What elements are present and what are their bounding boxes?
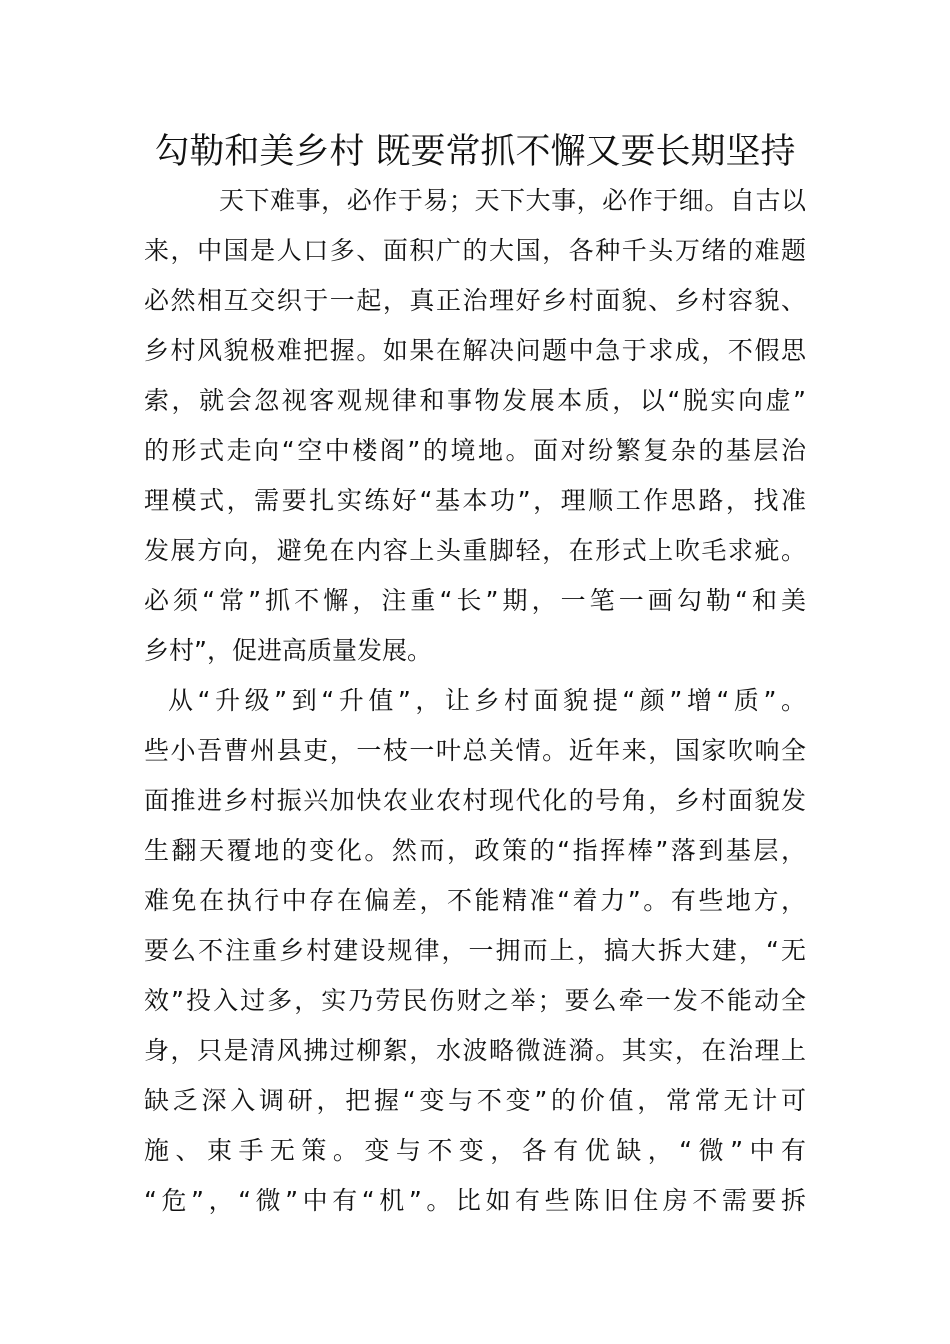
paragraph-line: 施、束手无策。变与不变，各有优缺，“微”中有 <box>144 1136 806 1165</box>
paragraph-line: 必须“常”抓不懈，注重“长”期，一笔一画勾勒“和美 <box>144 586 806 615</box>
paragraph-line: 乡村风貌极难把握。如果在解决问题中急于求成，不假思 <box>144 336 806 365</box>
paragraph-line: 乡村”，促进高质量发展。 <box>144 636 432 665</box>
paragraph-line: 要么不注重乡村建设规律，一拥而上，搞大拆大建，“无 <box>144 936 806 965</box>
paragraph-line: 缺乏深入调研，把握“变与不变”的价值，常常无计可 <box>144 1086 806 1115</box>
paragraph-line: “危”，“微”中有“机”。比如有些陈旧住房不需要拆 <box>144 1186 806 1215</box>
paragraph-line: 效”投入过多，实乃劳民伤财之举；要么牵一发不能动全 <box>144 986 806 1015</box>
paragraph-line: 来，中国是人口多、面积广的大国，各种千头万绪的难题 <box>144 236 806 265</box>
paragraph-line: 的形式走向“空中楼阁”的境地。面对纷繁复杂的基层治 <box>144 436 806 465</box>
paragraph-line: 从“升级”到“升值”，让乡村面貌提“颜”增“质”。 <box>168 686 806 715</box>
paragraph-line: 面推进乡村振兴加快农业农村现代化的号角，乡村面貌发 <box>144 786 806 815</box>
paragraph-line: 身，只是清风拂过柳絮，水波略微涟漪。其实，在治理上 <box>144 1036 806 1065</box>
paragraph-line: 难免在执行中存在偏差，不能精准“着力”。有些地方， <box>144 886 806 915</box>
paragraph-line: 生翻天覆地的变化。然而，政策的“指挥棒”落到基层， <box>144 836 806 865</box>
paragraph-line: 理模式，需要扎实练好“基本功”，理顺工作思路，找准 <box>144 486 806 515</box>
paragraph-line: 些小吾曹州县吏，一枝一叶总关情。近年来，国家吹响全 <box>144 736 806 765</box>
paragraph-line: 天下难事，必作于易；天下大事，必作于细。自古以 <box>219 186 806 215</box>
paragraph-line: 索，就会忽视客观规律和事物发展本质，以“脱实向虚” <box>144 386 806 415</box>
document-title: 勾勒和美乡村 既要常抓不懈又要长期坚持 <box>154 132 796 172</box>
paragraph-line: 必然相互交织于一起，真正治理好乡村面貌、乡村容貌、 <box>144 286 806 315</box>
paragraph-line: 发展方向，避免在内容上头重脚轻，在形式上吹毛求疵。 <box>144 536 806 565</box>
